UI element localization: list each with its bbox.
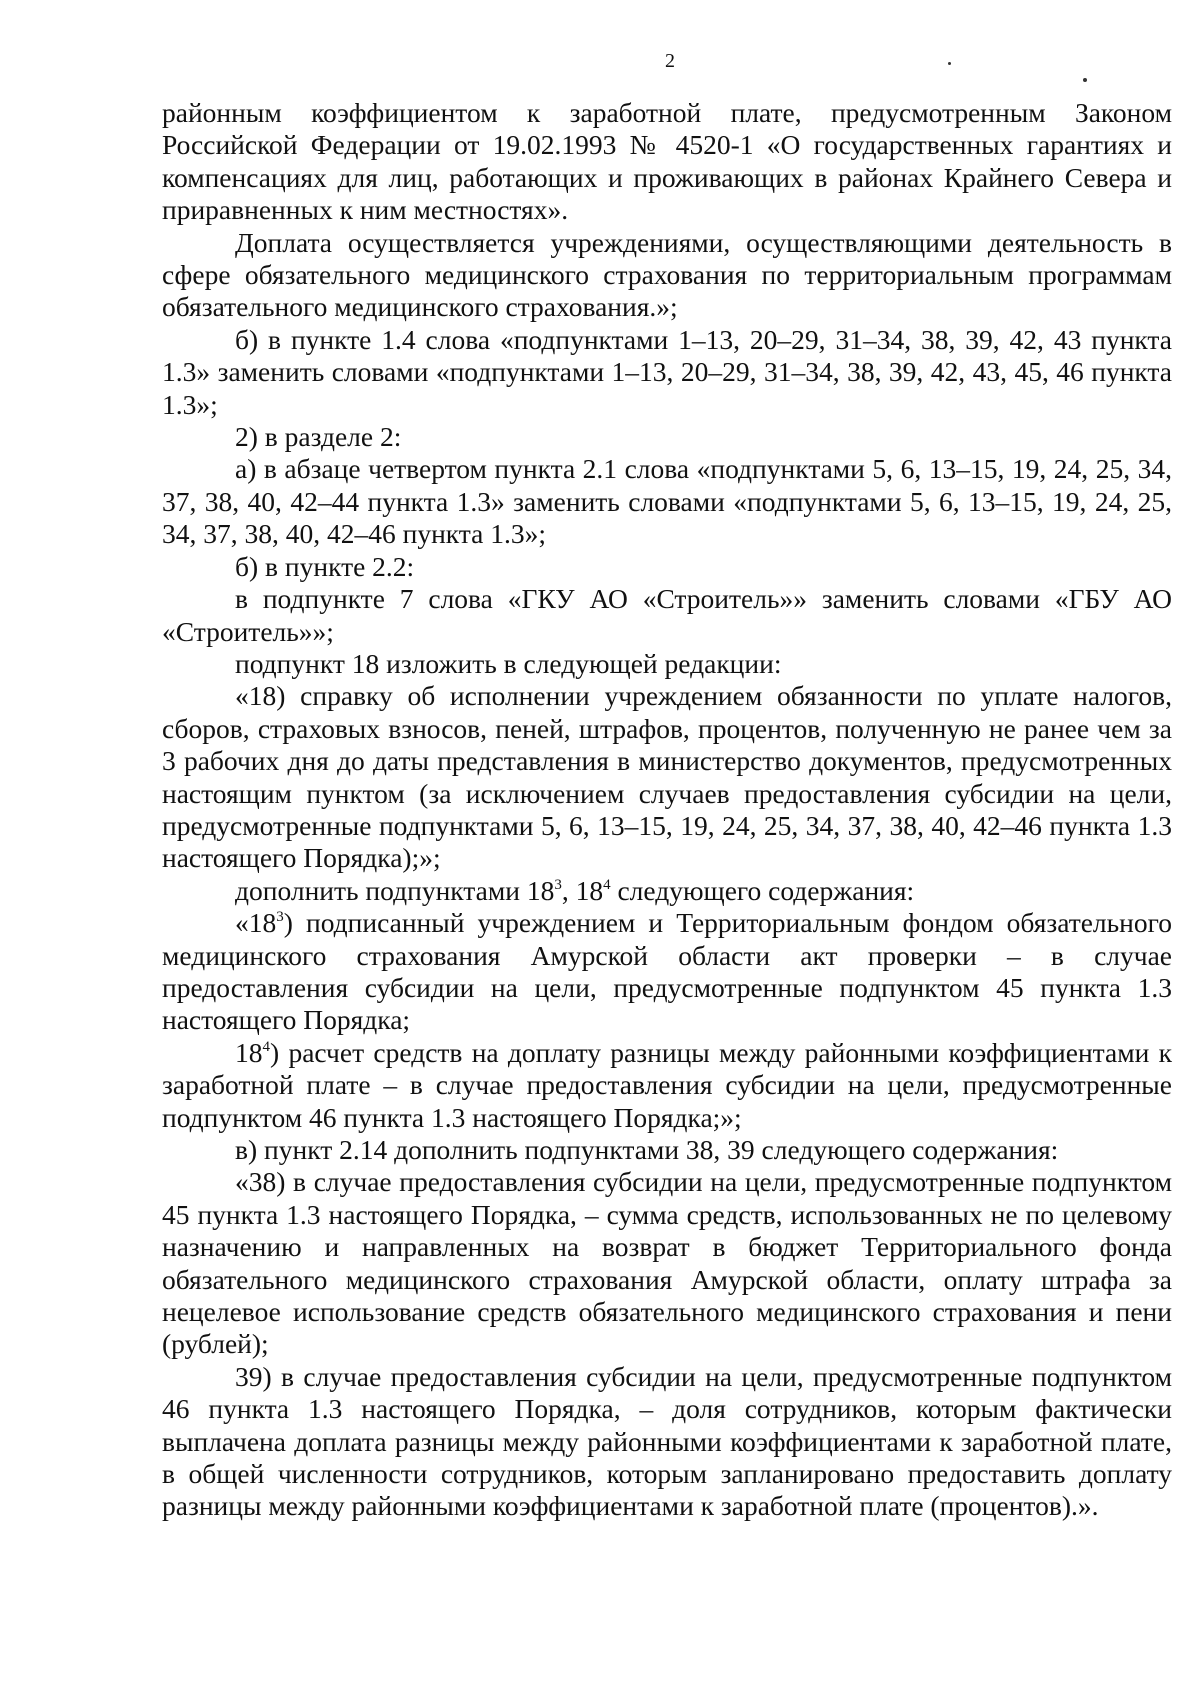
paragraph: 39) в случае предоставления субсидии на цели, предусмотренные подпунктом 46 пункта 1.3 настоящего Порядка, – доля сотрудников, которым фактически выплачена доплата разницы между районными коэффициентами к заработной плате, в общей численности сотрудников, которым запланировано предоставить доплату разницы между районными коэффициентами к заработной плате (процентов).». xyxy=(162,1360,1172,1522)
text-run: следующего содержания: xyxy=(610,874,915,906)
paragraph-with-superscripts xyxy=(162,875,1172,907)
text-run: 18 xyxy=(235,1036,263,1068)
paragraph: районным коэффициентом к заработной плате, предусмотренным Законом Российской Федерации от 19.02.1993 № 4520-1 «О государственных гарантиях и компенсациях для лиц, работающих и проживающих в районах Крайнего Севера и приравненных к ним местностях». xyxy=(162,97,1172,226)
text-run: «18 xyxy=(235,907,277,939)
paragraph: в) пункт 2.14 дополнить подпунктами 38, 39 следующего содержания: xyxy=(235,1134,1059,1165)
paragraph: а) в абзаце четвертом пункта 2.1 слова «подпунктами 5, 6, 13–15, 19, 24, 25, 34, 37, 38, 40, 42–44 пункта 1.3» заменить словами «подпунктами 5, 6, 13–15, 19, 24, 25, 34, 37, 38, 40, 42–46 пункта 1.3»; xyxy=(162,453,1172,550)
text-run: ) подписанный учреждением и Территориальным фондом обязательного медицинского страхования Амурской области акт проверки – в случае предоставления субсидии на цели, предусмотренные подпунктом 45 пункта 1.3 настоящего Порядка; xyxy=(162,907,1172,1036)
paragraph: 2) в разделе 2: xyxy=(235,421,402,453)
page-number: 2 xyxy=(665,50,675,72)
paragraph: в подпункте 7 слова «ГКУ АО «Строитель»» заменить словами «ГБУ АО «Строитель»»; xyxy=(162,583,1172,647)
paragraph: подпункт 18 изложить в следующей редакции: xyxy=(235,647,782,679)
superscript: 4 xyxy=(262,1038,270,1055)
scan-speck xyxy=(1083,78,1087,82)
text-run: ) расчет средств на доплату разницы между районными коэффициентами к заработной плате – в случае предоставления субсидии на цели, предусмотренные подпунктом 46 пункта 1.3 настоящего Порядка;»; xyxy=(162,1036,1172,1133)
paragraph: «38) в случае предоставления субсидии на цели, предусмотренные подпунктом 45 пункта 1.3 настоящего Порядка, – сумма средств, использованных не по целевому назначению и направленных на возврат в бюджет Территориального фонда обязательного медицинского страхования Амурской области, оплату штрафа за нецелевое использование средств обязательного медицинского страхования и пени (рублей); xyxy=(162,1166,1172,1360)
superscript: 3 xyxy=(276,909,284,926)
paragraph: б) в пункте 1.4 слова «подпунктами 1–13, 20–29, 31–34, 38, 39, 42, 43 пункта 1.3» заменить словами «подпунктами 1–13, 20–29, 31–34, 38, 39, 42, 43, 45, 46 пункта 1.3»; xyxy=(162,323,1172,420)
superscript: 4 xyxy=(603,876,611,893)
document-body xyxy=(162,97,1172,1523)
paragraph-with-superscripts xyxy=(162,1037,1172,1134)
paragraph: б) в пункте 2.2: xyxy=(235,550,415,582)
paragraph: «18) справку об исполнении учреждением обязанности по уплате налогов, сборов, страховых взносов, пеней, штрафов, процентов, полученную не ранее чем за 3 рабочих дня до даты представления в министерство документов, предусмотренных настоящим пунктом (за исключением случаев предоставления субсидии на цели, предусмотренные подпунктами 5, 6, 13–15, 19, 24, 25, 34, 37, 38, 40, 42–46 пункта 1.3 настоящего Порядка);»; xyxy=(162,680,1172,874)
text-run: дополнить подпунктами 18 xyxy=(235,874,555,906)
superscript: 3 xyxy=(554,876,562,893)
text-run: , 18 xyxy=(561,874,604,906)
paragraph-with-superscripts xyxy=(162,907,1172,1037)
scan-speck xyxy=(948,62,951,65)
paragraph: Доплата осуществляется учреждениями, осуществляющими деятельность в сфере обязательного медицинского страхования по территориальным программам обязательного медицинского страхования.»; xyxy=(162,226,1172,323)
